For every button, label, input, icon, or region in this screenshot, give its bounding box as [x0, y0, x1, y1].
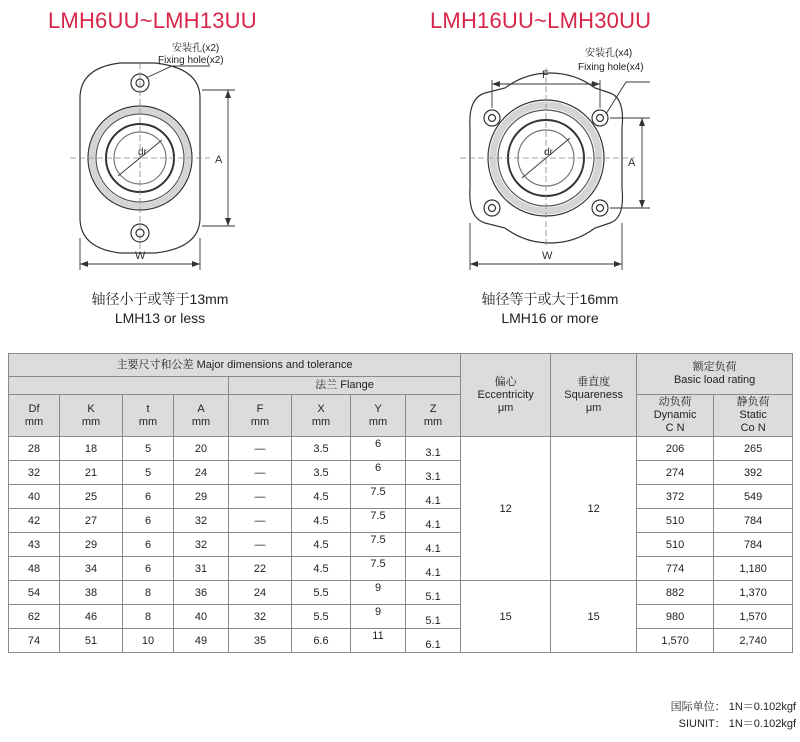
- caption-left: [55, 290, 265, 328]
- sq-en: Squareness: [564, 388, 623, 401]
- sq-cn: 垂直度: [577, 375, 611, 388]
- col-df: Df mm: [9, 395, 60, 437]
- col-a: A mm: [174, 395, 229, 437]
- col-x: X mm: [292, 395, 351, 437]
- col-f: F mm: [229, 395, 292, 437]
- title-lmh16-30: LMH16UU~LMH30UU: [430, 8, 652, 33]
- drawing-small-flange: [60, 38, 310, 278]
- drawing-large-flange: [450, 38, 680, 278]
- table-row: 54 38 8 36 24 5.5 9 5.1 15 15 882 1,370: [9, 581, 793, 605]
- ecc-group2: 15: [461, 581, 551, 653]
- dim-w-label-right: W: [542, 250, 553, 262]
- header-eccentricity: [461, 354, 551, 437]
- table-row: 62 46 8 40 32 5.5 9 5.1 980 1,570: [9, 605, 793, 629]
- header-major-dimensions: 主要尺寸和公差 Major dimensions and tolerance: [9, 354, 461, 377]
- table-row: 48 34 6 31 22 4.5 7.5 4.1 774 1,180: [9, 557, 793, 581]
- fixing-hole-en-label-right: Fixing hole(x4): [578, 62, 644, 73]
- sq-unit: μm: [585, 401, 602, 414]
- caption-left-en: LMH13 or less: [114, 310, 206, 326]
- ecc-unit: μm: [497, 401, 514, 414]
- header-basic-load: [637, 354, 793, 395]
- col-z: Z mm: [406, 395, 461, 437]
- fixing-hole-cn-label-right: 安装孔(x4): [585, 48, 633, 59]
- header-squareness: [551, 354, 637, 437]
- sq-group1: 12: [551, 437, 637, 581]
- sq-group2: 15: [551, 581, 637, 653]
- spec-table: [8, 353, 793, 653]
- load-en: Basic load rating: [673, 374, 756, 386]
- header-spacer: [9, 377, 229, 395]
- table-row: 40 25 6 29 — 4.5 7.5 4.1 372 549: [9, 485, 793, 509]
- caption-right-cn: 轴径等于或大于16mm: [481, 291, 619, 307]
- col-k: K mm: [60, 395, 123, 437]
- table-row: 74 51 10 49 35 6.6 11 6.1 1,570 2,740: [9, 629, 793, 653]
- caption-right: [440, 290, 660, 328]
- dim-a-label: A: [215, 154, 223, 166]
- dim-w-label: W: [135, 250, 146, 262]
- col-dynamic: 动负荷 Dynamic C N: [637, 395, 714, 437]
- table-row: 28 18 5 20 — 3.5 6 3.1 12 12 206 265: [9, 437, 793, 461]
- fixing-hole-en-label: Fixing hole(x2): [158, 55, 224, 66]
- dim-dr-label: dr: [138, 147, 147, 158]
- dim-dr-label-right: dr: [544, 147, 553, 158]
- load-cn: 额定负荷: [692, 361, 737, 373]
- col-static: 静负荷 Static Co N: [714, 395, 793, 437]
- ecc-en: Eccentricity: [477, 388, 534, 401]
- dim-f-label: F: [542, 69, 549, 81]
- col-t: t mm: [123, 395, 174, 437]
- units-note-en: SIUNIT： 1N＝0.102kgf: [678, 718, 796, 730]
- ecc-cn: 偏心: [494, 375, 517, 388]
- ecc-group1: 12: [461, 437, 551, 581]
- table-row: 32 21 5 24 — 3.5 6 3.1 274 392: [9, 461, 793, 485]
- table-row: 43 29 6 32 — 4.5 7.5 4.1 510 784: [9, 533, 793, 557]
- table-row: 42 27 6 32 — 4.5 7.5 4.1 510 784: [9, 509, 793, 533]
- units-note-cn: 国际单位： 1N＝0.102kgf: [670, 701, 796, 713]
- col-y: Y mm: [351, 395, 406, 437]
- caption-left-cn: 轴径小于或等于13mm: [91, 291, 229, 307]
- caption-right-en: LMH16 or more: [501, 310, 599, 326]
- dim-a-label-right: A: [628, 157, 636, 169]
- title-lmh6-13: LMH6UU~LMH13UU: [48, 8, 257, 33]
- header-flange: 法兰 Flange: [229, 377, 461, 395]
- fixing-hole-cn-label: 安装孔(x2): [172, 43, 220, 54]
